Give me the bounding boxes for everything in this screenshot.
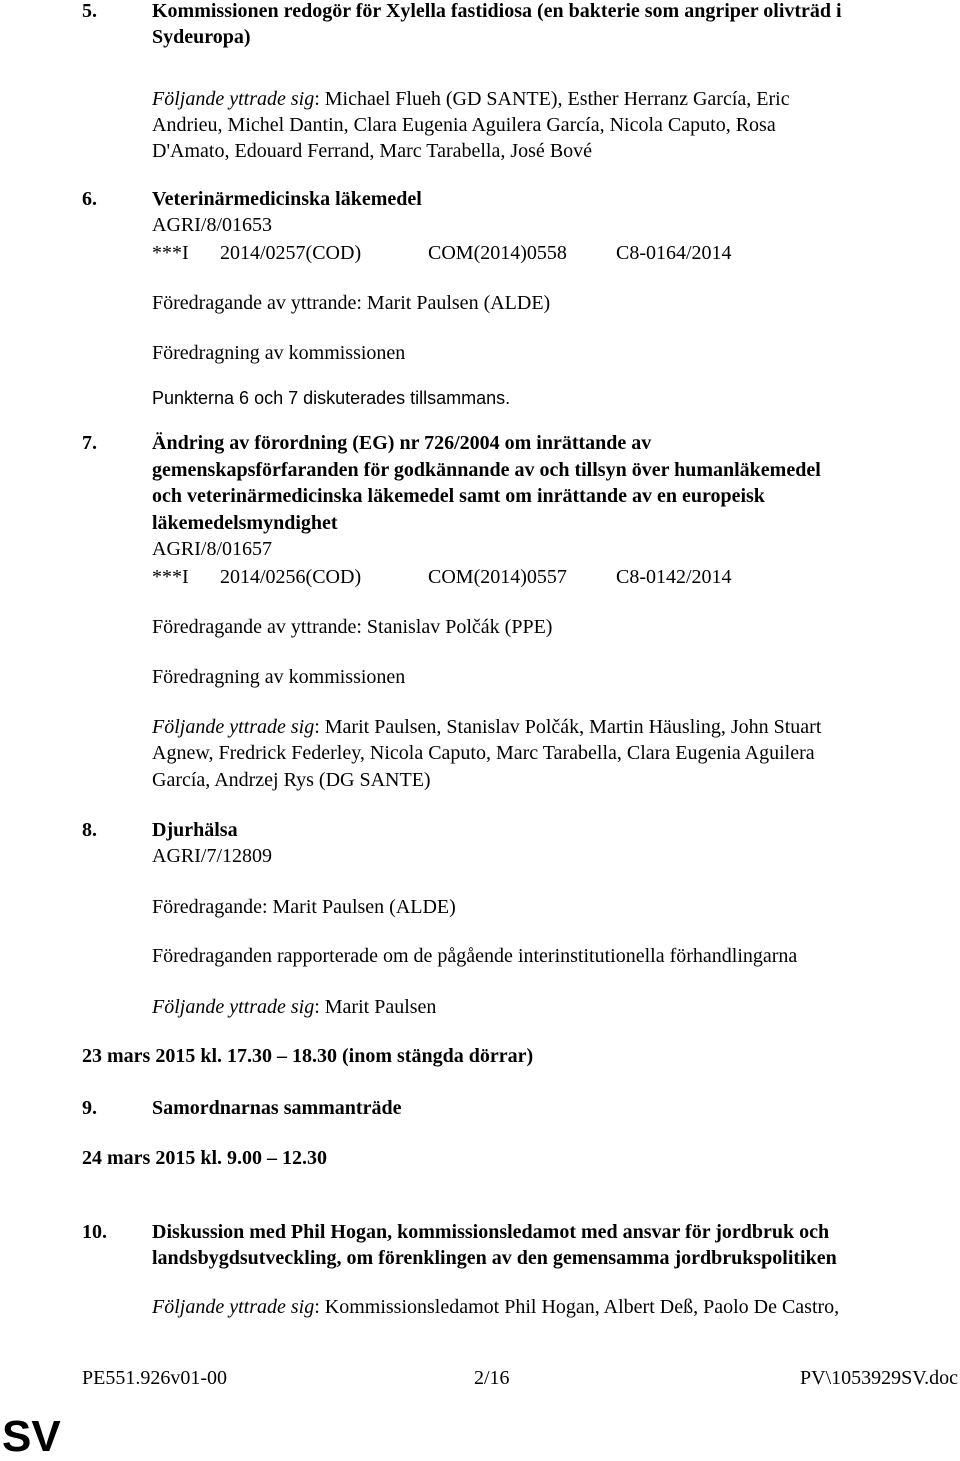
- session-heading-1: 23 mars 2015 kl. 17.30 – 18.30 (inom stängda dörrar): [82, 1045, 534, 1067]
- procedure-number: 2014/0257(COD): [220, 242, 362, 264]
- item-9-title: Samordnarnas sammanträde: [152, 1097, 402, 1119]
- item-5-speakers-line-3: D'Amato, Edouard Ferrand, Marc Tarabella, José Bové: [152, 140, 593, 162]
- item-number-10: 10.: [82, 1221, 107, 1243]
- item-7-title-line-3: och veterinärmedicinska läkemedel samt om inrättande av en europeisk: [152, 485, 765, 507]
- item-8-speakers: [152, 994, 436, 1020]
- council-number: C8-0142/2014: [616, 566, 732, 588]
- item-7-rapporteur: Föredragande av yttrande: Stanislav Polčák (PPE): [152, 616, 553, 638]
- footer-page-number: 2/16: [474, 1367, 510, 1389]
- item-7-reference: AGRI/8/01657: [152, 538, 272, 560]
- speakers-text: : Kommissionsledamot Phil Hogan, Albert Deß, Paolo De Castro,: [314, 1296, 840, 1318]
- speakers-label: Följande yttrade sig: [152, 996, 315, 1018]
- procedure-type: ***I: [152, 242, 189, 264]
- item-7-title-line-4: läkemedelsmyndighet: [152, 512, 338, 534]
- speakers-label: Följande yttrade sig: [152, 1296, 315, 1318]
- item-7-speakers-line-1: [152, 714, 821, 740]
- procedure-type: ***I: [152, 566, 189, 588]
- item-7-speakers-line-3: García, Andrzej Rys (DG SANTE): [152, 769, 431, 791]
- item-7-presentation: Föredragning av kommissionen: [152, 666, 406, 688]
- speakers-label: Följande yttrade sig: [152, 716, 315, 738]
- item-10-speakers-line-1: [152, 1294, 839, 1320]
- item-6-reference: AGRI/8/01653: [152, 214, 272, 236]
- footer-document-id: PE551.926v01-00: [82, 1367, 227, 1389]
- item-6-note: Punkterna 6 och 7 diskuterades tillsammans.: [152, 388, 511, 408]
- item-6-title: Veterinärmedicinska läkemedel: [152, 188, 422, 210]
- item-5-speakers-line-2: Andrieu, Michel Dantin, Clara Eugenia Aguilera García, Nicola Caputo, Rosa: [152, 114, 776, 136]
- item-7-title-line-2: gemenskapsförfaranden för godkännande av och tillsyn över humanläkemedel: [152, 459, 821, 481]
- item-10-title-line-1: Diskussion med Phil Hogan, kommissionsledamot med ansvar för jordbruk och: [152, 1221, 830, 1243]
- item-6-procedure-codes: [152, 240, 732, 266]
- footer-file-name: PV\1053929SV.doc: [800, 1367, 958, 1389]
- item-6-presentation: Föredragning av kommissionen: [152, 342, 406, 364]
- speakers-label: Följande yttrade sig: [152, 88, 315, 110]
- item-7-procedure-codes: [152, 564, 732, 590]
- session-heading-2: 24 mars 2015 kl. 9.00 – 12.30: [82, 1147, 327, 1169]
- item-8-report: Föredraganden rapporterade om de pågående interinstitutionella förhandlingarna: [152, 945, 798, 967]
- item-number-7: 7.: [82, 432, 97, 454]
- item-8-reference: AGRI/7/12809: [152, 845, 272, 867]
- item-number-6: 6.: [82, 188, 97, 210]
- speakers-text: : Michael Flueh (GD SANTE), Esther Herranz García, Eric: [314, 88, 790, 110]
- com-number: COM(2014)0558: [428, 242, 567, 264]
- speakers-text: : Marit Paulsen: [314, 996, 437, 1018]
- item-7-title-line-1: Ändring av förordning (EG) nr 726/2004 om inrättande av: [152, 432, 652, 454]
- item-10-title-line-2: landsbygdsutveckling, om förenklingen av den gemensamma jordbrukspolitiken: [152, 1247, 837, 1269]
- council-number: C8-0164/2014: [616, 242, 732, 264]
- item-number-8: 8.: [82, 819, 97, 841]
- item-number-5: 5.: [82, 0, 97, 22]
- item-5-speakers-line-1: [152, 86, 790, 112]
- item-number-9: 9.: [82, 1097, 97, 1119]
- item-8-title: Djurhälsa: [152, 819, 238, 841]
- language-code: SV: [2, 1412, 61, 1461]
- com-number: COM(2014)0557: [428, 566, 567, 588]
- speakers-text: : Marit Paulsen, Stanislav Polčák, Martin Häusling, John Stuart: [314, 716, 822, 738]
- item-8-rapporteur: Föredragande: Marit Paulsen (ALDE): [152, 896, 456, 918]
- item-5-title-line-2: Sydeuropa): [152, 26, 251, 48]
- item-5-title-line-1: Kommissionen redogör för Xylella fastidiosa (en bakterie som angriper olivträd i: [152, 0, 842, 22]
- item-6-rapporteur: Föredragande av yttrande: Marit Paulsen (ALDE): [152, 292, 551, 314]
- procedure-number: 2014/0256(COD): [220, 566, 362, 588]
- item-7-speakers-line-2: Agnew, Fredrick Federley, Nicola Caputo, Marc Tarabella, Clara Eugenia Aguilera: [152, 742, 815, 764]
